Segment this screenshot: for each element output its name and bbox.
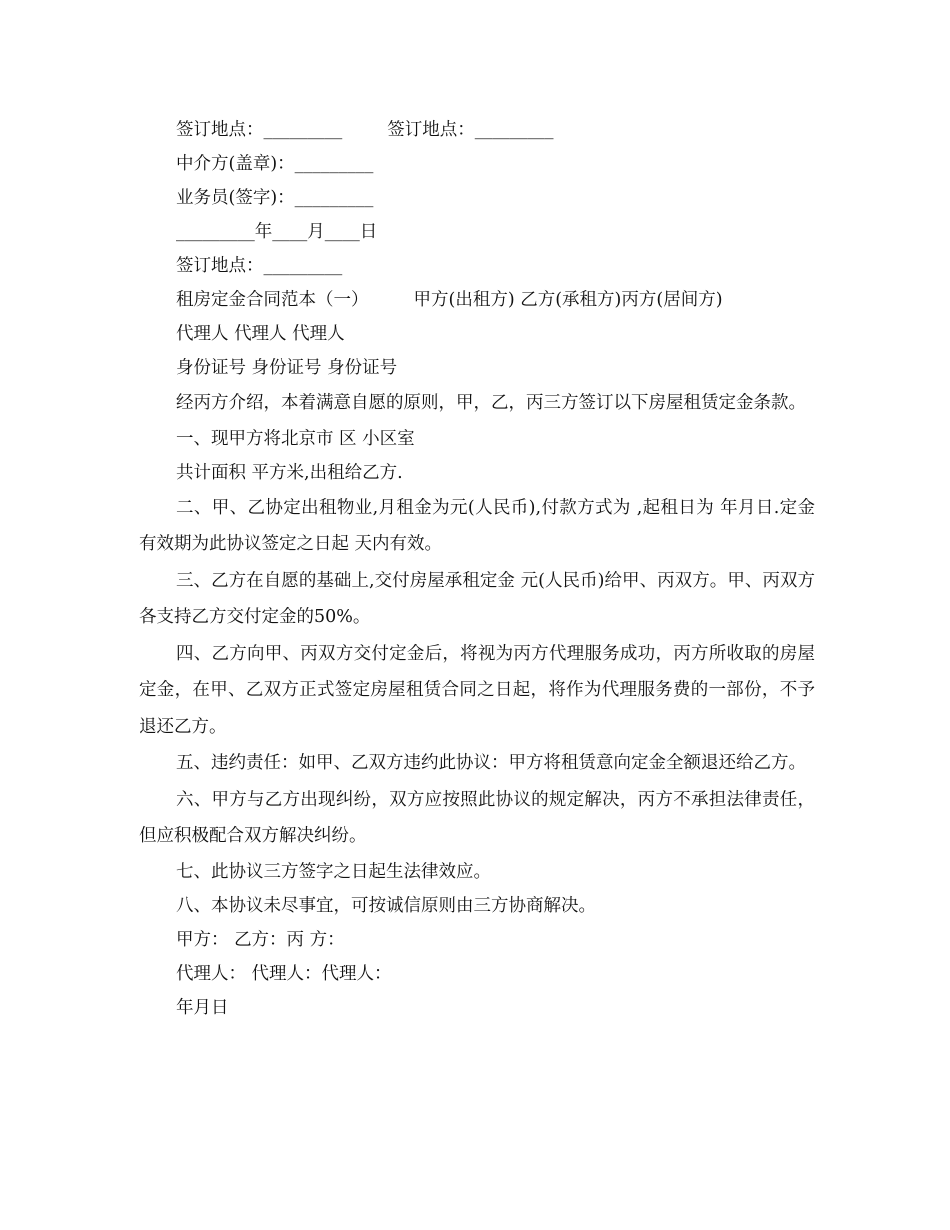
date-line: _________年____月____日	[176, 222, 378, 242]
id-numbers-line: 身份证号 身份证号 身份证号	[176, 358, 398, 378]
signature-parties-line: 甲方： 乙方：丙 方：	[176, 929, 345, 950]
title-row	[139, 283, 815, 317]
clause-2: 二、甲、乙协定出租物业,月租金为元(人民币),付款方式为 ,起租日为 年月日.定金有效期为此协议签定之日起 天内有效。	[139, 497, 815, 554]
document-body	[139, 113, 815, 1025]
parties-line: 甲方(出租方) 乙方(承租方)丙方(居间方)	[413, 290, 723, 310]
salesperson-signature-line: 业务员(签字)：_________	[176, 188, 374, 208]
document-title: 租房定金合同范本（一）	[176, 290, 369, 310]
clause-8: 八、本协议未尽事宜，可按诚信原则由三方协商解决。	[176, 895, 596, 916]
clause-3: 三、乙方在自愿的基础上,交付房屋承租定金 元(人民币)给甲、丙双方。甲、丙双方各支持乙方交付定金的50%。	[139, 570, 815, 627]
signature-date-line: 年月日	[176, 997, 229, 1018]
agents-line: 代理人 代理人 代理人	[176, 324, 345, 344]
signature-agents-line: 代理人： 代理人：代理人：	[176, 963, 392, 984]
intro-paragraph: 经丙方介绍，本着满意自愿的原则，甲，乙，丙三方签订以下房屋租赁定金条款。	[176, 393, 806, 413]
clause-1-area: 共计面积 平方米,出租给乙方.	[176, 462, 403, 483]
signing-location-right: 签订地点：_________	[387, 120, 554, 140]
signing-location-line: 签订地点：_________	[176, 256, 343, 276]
clause-6: 六、甲方与乙方出现纠纷，双方应按照此协议的规定解决，丙方不承担法律责任，但应积极配合双方解决纠纷。	[139, 789, 815, 846]
intermediary-seal-line: 中介方(盖章)：_________	[176, 154, 374, 174]
signing-location-left: 签订地点：_________	[176, 120, 343, 140]
signing-location-row	[139, 113, 815, 147]
clause-5: 五、违约责任：如甲、乙双方违约此协议：甲方将租赁意向定金全额退还给乙方。	[176, 753, 806, 773]
clause-4: 四、乙方向甲、丙双方交付定金后，将视为丙方代理服务成功，丙方所收取的房屋定金，在甲、乙双方正式签定房屋租赁合同之日起，将作为代理服务费的一部份，不予退还乙方。	[139, 643, 815, 737]
clause-7: 七、此协议三方签字之日起生法律效应。	[176, 861, 491, 882]
clause-1-location: 一、现甲方将北京市 区 小区室	[176, 428, 415, 449]
